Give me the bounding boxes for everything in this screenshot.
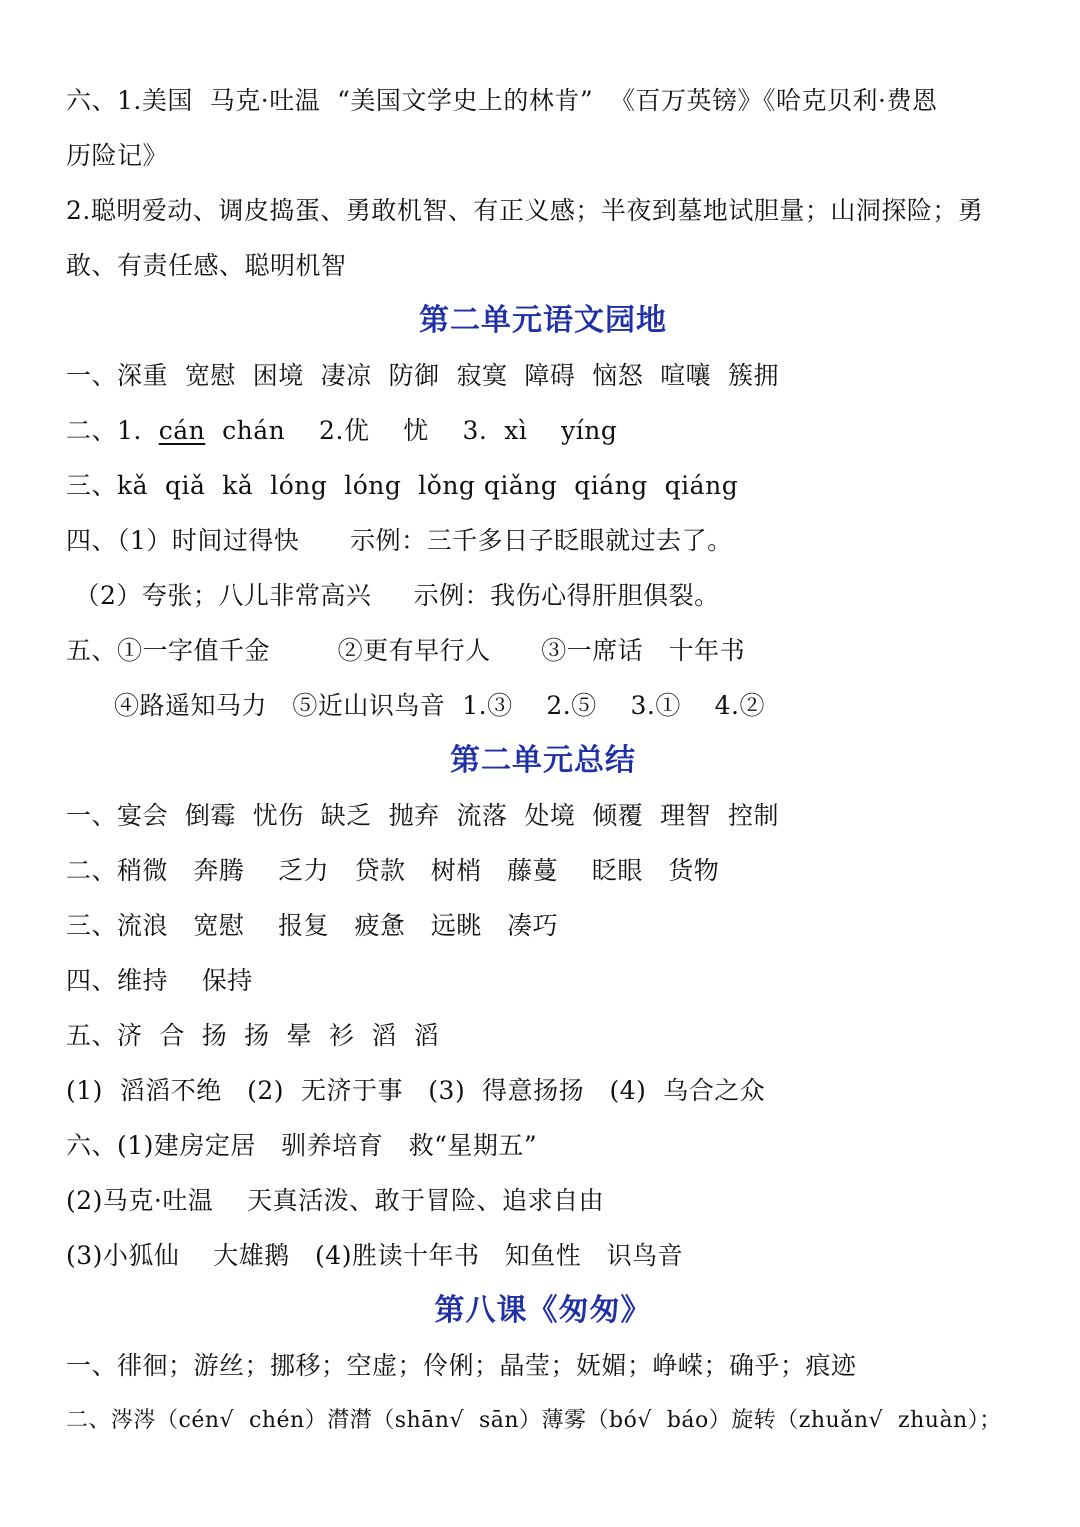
unit2-garden-q5-2: ④路遥知马力 ⑤近山识鸟音 1.③ 2.⑤ 3.① 4.②	[114, 691, 766, 720]
unit2-summary-q5-answers: (1) 滔滔不绝 (2) 无济于事 (3) 得意扬扬 (4) 乌合之众	[66, 1076, 766, 1105]
section-6-line-1: 六、1.美国 马克·吐温 “美国文学史上的林肯” 《百万英镑》《哈克贝利·费恩	[66, 86, 938, 115]
q2-underlined-answer: cán	[158, 416, 206, 445]
unit2-garden-q3: 三、kǎ qiǎ kǎ lóng lóng lǒng qiǎng qiáng qiáng	[66, 471, 739, 500]
unit2-summary-q6-1: 六、(1)建房定居 驯养培育 救“星期五”	[66, 1131, 538, 1160]
section-6-line-2: 历险记》	[66, 141, 169, 170]
unit2-summary-q1: 一、宴会 倒霉 忧伤 缺乏 抛弃 流落 处境 倾覆 理智 控制	[66, 801, 780, 830]
lesson8-q1: 一、徘徊；游丝；挪移；空虚；伶俐；晶莹；妩媚；峥嵘；确乎；痕迹	[66, 1351, 857, 1380]
unit2-summary-title: 第二单元总结	[450, 743, 636, 778]
unit2-summary-q3: 三、流浪 宽慰 报复 疲惫 远眺 凑巧	[66, 911, 559, 940]
unit2-summary-q6-3: (3)小狐仙 大雄鹅 (4)胜读十年书 知鱼性 识鸟音	[66, 1241, 684, 1270]
unit2-garden-q4-2: （2）夸张；八儿非常高兴 示例：我伤心得肝胆俱裂。	[66, 581, 720, 610]
unit2-garden-q5-1: 五、①一字值千金 ②更有早行人 ③一席话 十年书	[66, 636, 746, 665]
unit2-garden-q4-1: 四、（1）时间过得快 示例：三千多日子眨眼就过去了。	[66, 526, 733, 555]
q2-rest: chán 2.优 忧 3. xì yíng	[205, 416, 618, 445]
unit2-summary-q5: 五、济 合 扬 扬 晕 衫 滔 滔	[66, 1021, 440, 1050]
unit2-summary-q6-2: (2)马克·吐温 天真活泼、敢于冒险、追求自由	[66, 1186, 605, 1215]
unit2-garden-title: 第二单元语文园地	[419, 303, 667, 338]
unit2-summary-q4: 四、维持 保持	[66, 966, 253, 995]
unit2-summary-q2: 二、稍微 奔腾 乏力 贷款 树梢 藤蔓 眨眼 货物	[66, 856, 720, 885]
q2-prefix: 二、1.	[66, 416, 159, 445]
unit2-garden-q2	[66, 403, 1020, 458]
section-6-line-3: 2.聪明爱动、调皮捣蛋、勇敢机智、有正义感；半夜到墓地试胆量；山洞探险；勇	[66, 196, 984, 225]
lesson8-title: 第八课《匆匆》	[434, 1293, 652, 1328]
lesson8-q2: 二、涔涔（cén√ chén）潸潸（shān√ sān）薄雾（bó√ báo）旋转（zhuǎn√ zhuàn）；	[66, 1408, 1002, 1433]
unit2-garden-q1: 一、深重 宽慰 困境 凄凉 防御 寂寞 障碍 恼怒 喧嚷 簇拥	[66, 361, 780, 390]
section-6-line-4: 敢、有责任感、聪明机智	[66, 251, 347, 280]
